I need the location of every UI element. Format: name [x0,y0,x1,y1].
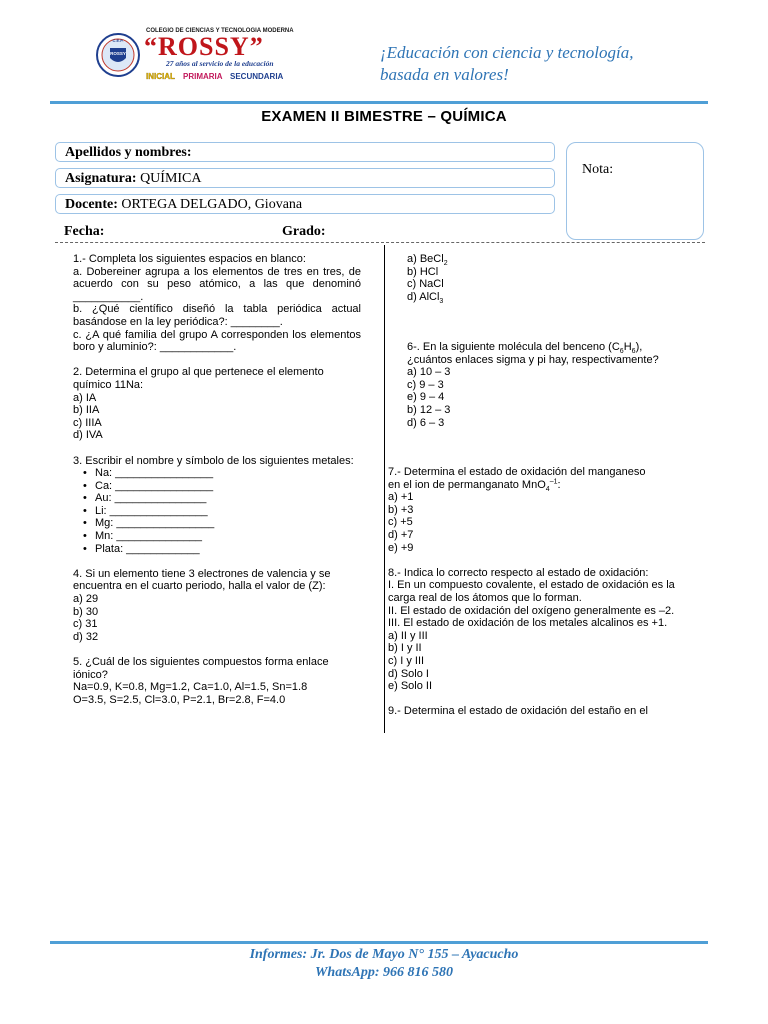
q3-stem: 3. Escribir el nombre y símbolo de los siguientes metales: [73,454,354,467]
nota-label: Nota: [582,162,614,177]
grade-label: Grado: [282,224,326,239]
q8-option: e) Solo II [388,680,433,693]
slogan-line2: basada en valores! [380,65,509,84]
q3-item: • Ca: ________________ [73,480,361,493]
q3-item: • Na: ________________ [73,467,361,480]
q2-option: c) IIIA [73,416,102,429]
level-inicial: INICIAL [146,72,175,81]
teacher-field [55,194,555,214]
names-field[interactable] [55,142,555,162]
q4-option: d) 32 [73,630,99,643]
subject-label: Asignatura: [65,171,137,186]
date-grade-row [55,222,555,242]
school-name: “ROSSY” [144,32,264,61]
q3-item: • Li: ________________ [73,505,361,518]
q7-option: e) +9 [388,541,414,554]
q3-item: • Mn: ______________ [73,530,361,543]
q5-option-b: b) HCl [407,265,439,278]
exam-title: EXAMEN II BIMESTRE – QUÍMICA [261,108,507,125]
column-divider [384,245,385,733]
q5-option-d: d) AlCl$_3$ [407,290,444,305]
q8-option: c) I y III [388,654,425,667]
slogan-line1: ¡Educación con ciencia y tecnología, [380,43,634,62]
q3-item: • Au: _______________ [73,492,361,505]
level-primaria: PRIMARIA [183,72,223,81]
names-label: Apellidos y nombres: [65,145,192,160]
subject-field [55,168,555,188]
level-secundaria: SECUNDARIA [230,72,284,81]
subject-value: QUÍMICA [140,171,202,186]
q1-c: c. ¿A qué familia del grupo A corresponden los elementos boro y aluminio?: ____________. [73,328,361,354]
q8-option: a) II y III [388,629,428,642]
teacher-value: ORTEGA DELGADO, Giovana [121,197,303,212]
q2-option: b) IIA [73,404,100,417]
q6-option: c) 9 – 3 [407,378,444,391]
footer-divider [50,941,708,944]
q8-statement-3: III. El estado de oxidación de los metales alcalinos es +1. [388,617,668,630]
q6-stem: 6-. En la siguiente molécula del benceno $(C_6H_6)$, [407,341,643,356]
grade-box[interactable] [566,142,704,240]
q6-option: d) 6 – 3 [407,416,445,429]
q7-option: a) +1 [388,491,414,504]
q1-stem: 1.- Completa los siguientes espacios en blanco: [73,253,306,265]
school-tagline: 27 años al servicio de la educación [166,59,274,68]
footer-whatsapp: WhatsApp: 966 816 580 [314,965,454,980]
info-separator [55,242,705,243]
q9-stem: 9.- Determina el estado de oxidación del estaño en el [388,705,648,718]
q7-option: d) +7 [388,528,414,541]
q5-option-c: c) NaCl [407,278,444,291]
q2-stem: 2. Determina el grupo al que pertenece el elemento químico 11Na: [73,366,324,391]
q7-stem-1: 7.- Determina el estado de oxidación del manganeso [388,466,646,478]
header-divider [50,101,708,104]
q7-stem-2: en el ion de permanganato MnO$_4^{-1}$: [388,477,561,493]
q4-stem: 4. Si un elemento tiene 3 electrones de valencia y se encuentra en el cuarto periodo, halla el valor de (Z): [73,567,331,593]
q1-b: b. ¿Qué científico diseñó la tabla periódica actual basándose en la ley periódica?: ________. [73,303,361,328]
q5-option-a: a) BeCl$_2$ [407,253,448,268]
school-slogan [380,42,724,86]
q2-option: a) IA [73,391,97,404]
q6-option: e) 9 – 4 [407,391,445,404]
q5-data-1: Na=0.9, K=0.8, Mg=1.2, Ca=1.0, Al=1.5, Sn=1.8 [73,681,308,694]
left-column [73,253,361,706]
q7-option: b) +3 [388,503,414,516]
q7-q9-block [388,466,700,718]
q8-statement-1: I. En un compuesto covalente, el estado de oxidación es la carga real de los átomos que lo forman. [388,579,675,604]
seal-top-text: C.E.P. [112,38,124,43]
q4-option: b) 30 [73,605,99,618]
q1-a: a. Dobereiner agrupa a los elementos de tres en tres, de acuerdo con su peso atómico, a las que denominó ___________. [73,265,361,303]
date-label: Fecha: [64,224,105,239]
footer-address: Informes: Jr. Dos de Mayo N° 155 – Ayacucho [249,947,519,962]
q2-option: d) IVA [73,429,103,442]
school-logo [96,22,296,88]
q6-option: b) 12 – 3 [407,403,451,416]
q6-stem-2: ¿cuántos enlaces sigma y pi hay, respectivamente? [407,353,659,366]
teacher-label: Docente: [65,197,118,212]
q7-option: c) +5 [388,516,413,529]
q3-item: • Mg: ________________ [73,517,361,530]
seal-name-text: ROSSY [110,51,126,56]
q6-block [407,341,707,429]
q8-option: b) I y II [388,642,422,655]
q6-option: a) 10 – 3 [407,366,451,379]
q8-stem: 8.- Indica lo correcto respecto al estado de oxidación: [388,566,649,579]
q5-stem: 5. ¿Cuál de los siguientes compuestos forma enlace iónico? [73,656,329,681]
school-line1: COLEGIO DE CIENCIAS Y TECNOLOGIA MODERNA [146,28,294,34]
q8-option: d) Solo I [388,667,429,680]
right-column-top [388,253,700,303]
q5-data-2: O=3.5, S=2.5, Cl=3.0, P=2.1, Br=2.8, F=4.0 [73,693,286,706]
q4-option: c) 31 [73,618,98,631]
q4-option: a) 29 [73,593,99,606]
q3-item: • Plata: ____________ [73,543,361,556]
q8-statement-2: II. El estado de oxidación del oxígeno generalmente es –2. [388,604,675,617]
